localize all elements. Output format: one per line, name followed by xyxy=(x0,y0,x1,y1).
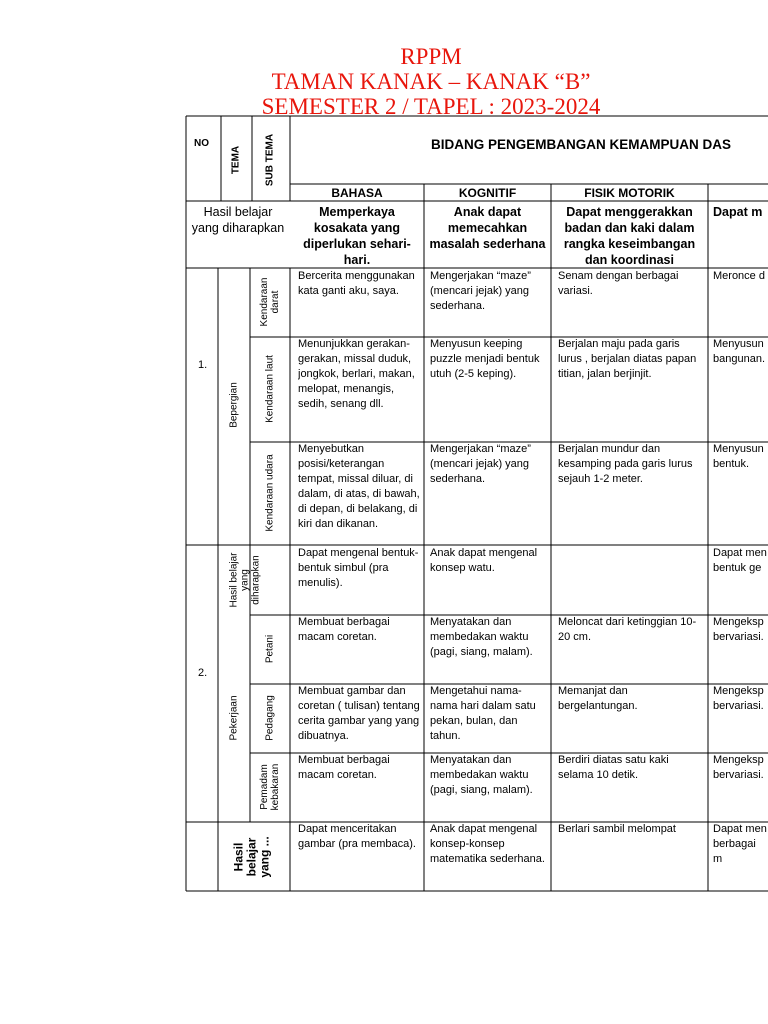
tema-pekerjaan: Pekerjaan xyxy=(228,695,240,741)
row-8-fisik: Berlari sambil melompat xyxy=(558,823,676,835)
row-4-bahasa: Dapat mengenal bentuk-bentuk simbul (pra menulis). xyxy=(298,547,419,589)
row-no-2: 2. xyxy=(198,667,208,679)
row-1-bahasa: Bercerita menggunakan kata ganti aku, saya. xyxy=(298,270,415,297)
row-2-kognitif: Menyusun keeping puzzle menjadi bentuk utuh (2-5 keping). xyxy=(430,338,540,380)
row-1-kognitif: Mengerjakan “maze” (mencari jejak) yang sederhana. xyxy=(430,270,531,312)
subtema-pemadam: Pemadam kebakaran xyxy=(259,763,281,811)
document-title: RPPM xyxy=(400,44,462,69)
row-3-partial: Menyusun bentuk. xyxy=(713,443,764,470)
hasil-kognitif: Anak dapat memecahkan masalah sederhana xyxy=(429,205,546,251)
hasil-bahasa: Memperkaya kosakata yang diperlukan sehari-hari. xyxy=(303,205,411,267)
semester-line: SEMESTER 2 / TAPEL : 2023-2024 xyxy=(261,94,601,119)
row-5-partial: Mengeksp bervariasi. xyxy=(713,616,764,643)
row-4-kognitif: Anak dapat mengenal konsep watu. xyxy=(430,547,538,574)
hasil-fisik: Dapat menggerakkan badan dan kaki dalam rangka keseimbangan dan koordinasi xyxy=(563,205,696,267)
col-subtema: SUB TEMA xyxy=(264,133,276,187)
subtema-hasil-3: Hasil belajar yang ... xyxy=(231,836,272,878)
hasil-label: Hasil belajar yang diharapkan xyxy=(191,205,285,235)
row-1-fisik: Senam dengan berbagai variasi. xyxy=(558,270,679,297)
col-tema: TEMA xyxy=(230,145,242,175)
col-fisik: FISIK MOTORIK xyxy=(584,186,675,200)
row-5-fisik: Meloncat dari ketinggian 10-20 cm. xyxy=(558,616,697,643)
row-2-fisik: Berjalan maju pada garis lurus , berjalan diatas papan titian, jalan berjinjit. xyxy=(558,338,697,380)
row-3-kognitif: Mengerjakan “maze” (mencari jejak) yang sederhana. xyxy=(430,443,531,485)
row-no-1: 1. xyxy=(198,359,208,371)
row-2-bahasa: Menunjukkan gerakan-gerakan, missal duduk, jongkok, berlari, makan, melopat, menangis, sedih, senang dll. xyxy=(298,338,415,410)
subtema-laut: Kendaraan laut xyxy=(264,355,276,423)
school-name: TAMAN KANAK – KANAK “B” xyxy=(271,69,591,94)
row-7-partial: Mengeksp bervariasi. xyxy=(713,754,764,781)
row-1-partial: Meronce d xyxy=(713,270,765,282)
row-5-bahasa: Membuat berbagai macam coretan. xyxy=(298,616,390,643)
row-3-fisik: Berjalan mundur dan kesamping pada garis lurus sejauh 1-2 meter. xyxy=(558,443,693,485)
row-8-partial: Dapat men berbagai m xyxy=(713,823,767,865)
row-6-kognitif: Mengetahui nama-nama hari dalam satu pekan, bulan, dan tahun. xyxy=(430,685,536,742)
row-8-bahasa: Dapat menceritakan gambar (pra membaca). xyxy=(298,823,416,850)
row-2-partial: Menyusun bangunan. xyxy=(713,338,765,365)
row-6-bahasa: Membuat gambar dan coretan ( tulisan) tentang cerita gambar yang yang dibuatnya. xyxy=(298,685,420,742)
col-bahasa: BAHASA xyxy=(331,186,383,200)
subtema-pedagang: Pedagang xyxy=(264,695,276,741)
row-4-partial: Dapat men bentuk ge xyxy=(713,547,767,574)
row-7-fisik: Berdiri diatas satu kaki selama 10 detik. xyxy=(558,754,669,781)
col-kognitif: KOGNITIF xyxy=(458,186,517,200)
subtema-darat: Kendaraan darat xyxy=(259,277,281,327)
row-6-partial: Mengeksp bervariasi. xyxy=(713,685,764,712)
col-bidang: BIDANG PENGEMBANGAN KEMAMPUAN DAS xyxy=(431,137,732,152)
row-5-kognitif: Menyatakan dan membedakan waktu (pagi, siang, malam). xyxy=(430,616,533,658)
subtema-petani: Petani xyxy=(264,634,276,664)
subtema-hasil-2: Hasil belajar yang diharapkan xyxy=(228,552,262,608)
row-7-bahasa: Membuat berbagai macam coretan. xyxy=(298,754,390,781)
subtema-udara: Kendaraan udara xyxy=(264,454,276,532)
row-7-kognitif: Menyatakan dan membedakan waktu (pagi, siang, malam). xyxy=(430,754,533,796)
col-no: NO xyxy=(194,138,209,149)
row-6-fisik: Memanjat dan bergelantungan. xyxy=(558,685,638,712)
hasil-partial: Dapat m xyxy=(713,205,763,219)
tema-bepergian: Bepergian xyxy=(228,382,240,428)
row-8-kognitif: Anak dapat mengenal konsep-konsep matematika sederhana. xyxy=(430,823,545,865)
row-3-bahasa: Menyebutkan posisi/keterangan tempat, missal diluar, di dalam, di atas, di bawah, di depan, di belakang, di kiri dan dikanan. xyxy=(298,443,420,530)
